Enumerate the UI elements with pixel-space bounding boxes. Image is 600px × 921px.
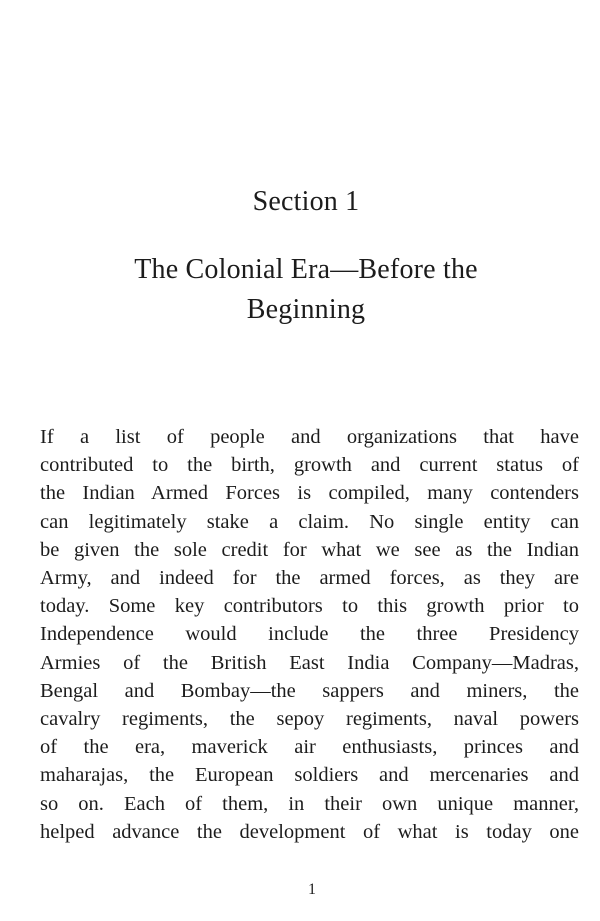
body-line: helped advance the development of what is today one [40,820,579,843]
chapter-title-line: The Colonial Era—Before the [134,254,478,285]
body-line: the Indian Armed Forces is compiled, many contenders [40,482,579,505]
body-line: be given the sole credit for what we see as the Indian [40,538,579,561]
body-line: contributed to the birth, growth and current status of [40,454,579,477]
section-label: Section 1 [252,186,360,217]
body-line: can legitimately stake a claim. No single entity can [40,510,579,533]
body-line: If a list of people and organizations that have [40,426,579,448]
body-paragraph [40,423,579,846]
page-number: 1 [308,881,316,898]
chapter-title [100,250,512,330]
body-line: so on. Each of them, in their own unique manner, [40,792,579,815]
body-line: Bengal and Bombay—the sappers and miners, the [40,679,579,702]
body-line: Armies of the British East India Company—Madras, [40,651,579,674]
chapter-title-line: Beginning [246,294,366,325]
body-line: Independence would include the three Presidency [40,623,579,646]
body-line: Army, and indeed for the armed forces, as they are [40,567,579,590]
body-line: today. Some key contributors to this growth prior to [40,595,579,618]
body-line: maharajas, the European soldiers and mercenaries and [40,764,579,787]
body-line: cavalry regiments, the sepoy regiments, naval powers [40,708,579,731]
body-line: of the era, maverick air enthusiasts, princes and [40,736,579,759]
